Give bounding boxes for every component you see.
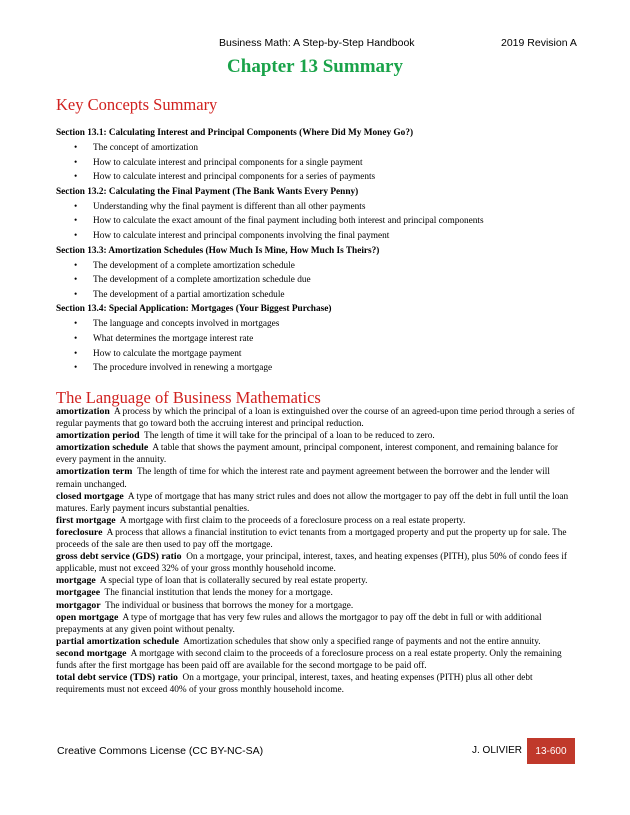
glossary-term: amortization schedule <box>56 442 149 454</box>
list-item <box>56 200 576 215</box>
glossary-entry <box>56 442 576 466</box>
glossary-definition: A type of mortgage that has very few rules and allows the mortgagor to pay off the debt in full or with additional prepayments at any given point without penalty. <box>56 612 542 635</box>
glossary-term: mortgage <box>56 575 96 587</box>
glossary-entry <box>56 430 576 442</box>
bullet-icon: • <box>74 289 78 300</box>
list-item-text: How to calculate interest and principal components for a series of payments <box>93 172 376 183</box>
glossary-definition: Amortization schedules that show only a specified range of payments and not the entire annuity. <box>183 636 541 647</box>
glossary-entry <box>56 491 576 515</box>
glossary-definition: A mortgage with first claim to the proceeds of a foreclosure process on a real estate property. <box>119 515 466 526</box>
glossary-entry <box>56 587 576 599</box>
list-item-text: How to calculate interest and principal components involving the final payment <box>93 230 390 241</box>
glossary-definition: The length of time it will take for the principal of a loan to be reduced to zero. <box>144 431 435 442</box>
bullet-icon: • <box>74 216 78 227</box>
glossary-definition: The individual or business that borrows the money for a mortgage. <box>105 600 354 611</box>
glossary-term: open mortgage <box>56 611 119 623</box>
list-item <box>56 361 576 376</box>
chapter-title: Chapter 13 Summary <box>227 56 403 77</box>
glossary-definition: The financial institution that lends the money for a mortgage. <box>104 588 333 599</box>
bullet-icon: • <box>74 143 78 153</box>
glossary-term: amortization <box>56 406 110 417</box>
glossary-definition: On a mortgage, your principal, interest, taxes, and heating expenses (PITH), plus 50% of condo fees if applicable, must not exceed 32% of your gross monthly household income. <box>56 552 567 575</box>
list-item-text: Understanding why the final payment is different than all other payments <box>93 201 366 212</box>
list-item-text: The development of a complete amortization schedule due <box>93 275 311 286</box>
glossary-entry <box>56 600 576 612</box>
glossary-term: second mortgage <box>56 647 127 659</box>
list-item-text: The procedure involved in renewing a mortgage <box>93 363 273 374</box>
glossary-definition: A special type of loan that is collaterally secured by real estate property. <box>99 576 368 587</box>
list-item <box>56 347 576 362</box>
glossary-term: closed mortgage <box>56 490 124 502</box>
list-item-text: The development of a complete amortization schedule <box>93 260 295 271</box>
page-number-badge <box>527 738 575 764</box>
glossary-definition: A type of mortgage that has many strict rules and does not allow the mortgager to pay off the debt in full until the loan matures. Early payment incurs substantial penalties. <box>56 491 569 514</box>
bullet-icon: • <box>74 333 78 344</box>
footer-author: J. OLIVIER <box>472 745 523 756</box>
bullet-icon: • <box>74 363 78 374</box>
glossary-term: first mortgage <box>56 514 116 526</box>
glossary-term: mortgagor <box>56 599 101 611</box>
glossary-term: gross debt service (GDS) ratio <box>56 551 182 563</box>
glossary-definition: On a mortgage, your principal, interest, taxes, and heating expenses (PITH) plus all other debt requirements must not exceed 40% of your gross monthly household income. <box>56 673 533 696</box>
section-13-4-title: Section 13.4: Special Application: Mortgages (Your Biggest Purchase) <box>56 304 332 315</box>
list-item <box>56 332 576 347</box>
list-item <box>56 229 576 244</box>
page-number: 13-600 <box>535 745 567 757</box>
glossary-definition: A table that shows the payment amount, principal component, interest component, and remaining balance for every payment in the annuity. <box>56 443 558 466</box>
list-item-text: The language and concepts involved in mortgages <box>93 319 280 330</box>
glossary-entry <box>56 672 576 696</box>
list-item-text: The development of a partial amortization schedule <box>93 289 285 300</box>
list-item <box>56 141 576 156</box>
glossary-entry <box>56 527 576 551</box>
glossary <box>56 406 576 696</box>
list-item <box>56 288 576 303</box>
list-item <box>56 156 576 171</box>
section-13-1-title: Section 13.1: Calculating Interest and Principal Components (Where Did My Money Go?) <box>56 128 414 138</box>
bullet-icon: • <box>74 172 78 183</box>
glossary-entry <box>56 515 576 527</box>
glossary-definition: A mortgage with second claim to the proceeds of a foreclosure process on a real estate property. Only the remaining funds after the first mortgage has been paid off are available for the second mortgage to be paid off. <box>56 648 562 671</box>
bullet-icon: • <box>74 260 78 271</box>
key-concepts-heading: Key Concepts Summary <box>56 95 218 114</box>
list-item <box>56 317 576 332</box>
bullet-icon: • <box>74 230 78 241</box>
section-13-3-title: Section 13.3: Amortization Schedules (How Much Is Mine, How Much Is Theirs?) <box>56 245 380 256</box>
list-item <box>56 259 576 274</box>
header-book-title: Business Math: A Step-by-Step Handbook <box>219 37 415 49</box>
bullet-icon: • <box>74 201 78 212</box>
bullet-icon: • <box>74 157 78 168</box>
list-item <box>56 214 576 229</box>
section-13-2-title: Section 13.2: Calculating the Final Payment (The Bank Wants Every Penny) <box>56 186 359 197</box>
glossary-entry <box>56 575 576 587</box>
footer-license: Creative Commons License (CC BY-NC-SA) <box>57 745 264 757</box>
glossary-term: total debt service (TDS) ratio <box>56 672 178 684</box>
header-revision: 2019 Revision A <box>501 37 577 49</box>
key-concepts-sections <box>56 126 576 376</box>
list-item-text: What determines the mortgage interest rate <box>93 333 254 344</box>
glossary-term: foreclosure <box>56 526 103 538</box>
list-item-text: The concept of amortization <box>93 143 199 153</box>
list-item-text: How to calculate the exact amount of the final payment including both interest and principal components <box>93 216 484 227</box>
bullet-icon: • <box>74 319 78 330</box>
glossary-entry <box>56 551 576 575</box>
glossary-definition: A process that allows a financial institution to evict tenants from a mortgaged property and put the property up for sale. The proceeds of the sale are then used to pay off the mortgage. <box>56 527 567 551</box>
list-item <box>56 273 576 288</box>
list-item-text: How to calculate interest and principal components for a single payment <box>93 157 363 168</box>
glossary-term: amortization period <box>56 430 140 442</box>
list-item-text: How to calculate the mortgage payment <box>93 348 242 359</box>
glossary-entry <box>56 612 576 636</box>
glossary-entry <box>56 466 576 490</box>
glossary-term: partial amortization schedule <box>56 635 179 647</box>
glossary-term: mortgagee <box>56 587 101 599</box>
bullet-icon: • <box>74 348 78 359</box>
glossary-entry <box>56 648 576 672</box>
glossary-entry <box>56 406 576 430</box>
glossary-definition: A process by which the principal of a loan is extinguished over the course of an agreed-upon time period through a series of regular payments that go toward both the accruing interest and principal reduction. <box>56 407 575 430</box>
glossary-entry <box>56 636 576 648</box>
language-heading: The Language of Business Mathematics <box>56 388 321 407</box>
glossary-definition: The length of time for which the interest rate and payment agreement between the borrower and the lender will remain unchanged. <box>56 467 550 490</box>
glossary-term: amortization term <box>56 466 133 478</box>
list-item <box>56 170 576 185</box>
bullet-icon: • <box>74 275 78 286</box>
